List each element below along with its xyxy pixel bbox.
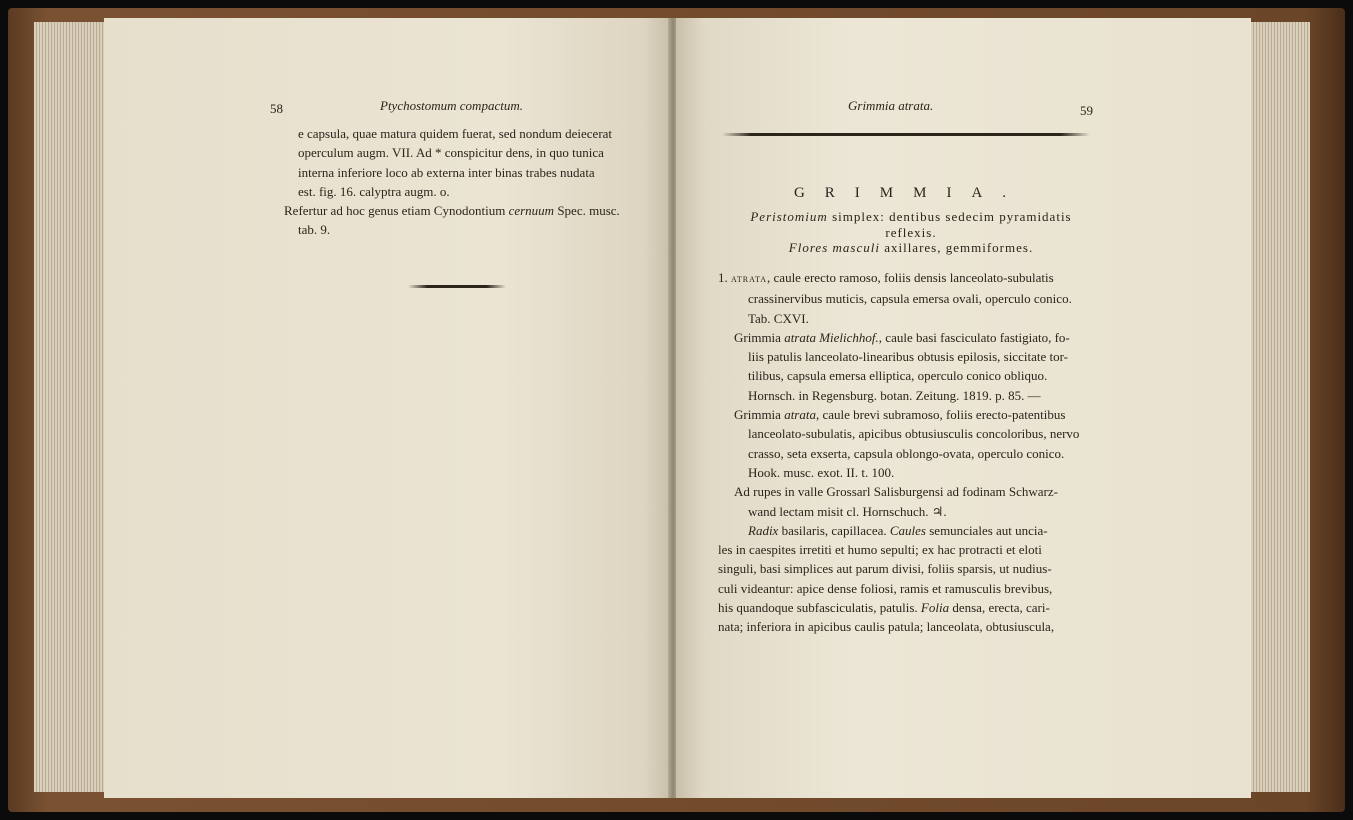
species-entry	[718, 268, 1098, 637]
description-line: singuli, basi simplices aut parum divisi, foliis sparsis, ut nudius-	[718, 561, 1052, 577]
radix-label: Radix	[748, 522, 779, 538]
flores-label: Flores masculi	[788, 240, 880, 255]
genus-title: GRIMMIA.	[793, 185, 1027, 201]
right-page-number: 59	[1080, 103, 1093, 118]
caules-text: semunciales aut uncia-	[925, 522, 1048, 538]
synonym-line: lanceolato-subulatis, apicibus obtusiusculis concoloribus, nervo	[748, 426, 1080, 442]
synonym-line	[718, 405, 1098, 424]
syn2-italic: atrata	[784, 407, 816, 423]
left-running-head: Ptychostomum compactum.	[380, 98, 523, 113]
species-desc: , caule erecto ramoso, foliis densis lanceolato-subulatis	[767, 270, 1054, 285]
synonym-line	[718, 328, 1098, 347]
refertur-italic: cernuum	[508, 203, 555, 218]
left-line: operculum augm. VII. Ad * conspicitur dens, in quo tunica	[298, 145, 604, 161]
refertur-line2: tab. 9.	[298, 222, 331, 238]
synonym-line: Hornsch. in Regensburg. botan. Zeitung. 1819. p. 85. —	[748, 387, 1041, 403]
refertur-line	[284, 201, 664, 220]
left-body-text	[298, 124, 663, 201]
syn1-pre: Grimmia	[734, 329, 785, 345]
synonym-line: crasso, seta exserta, capsula oblongo-ovata, operculo conico.	[748, 445, 1065, 461]
description-line: les in caespites irretiti et humo sepulti; ex hac protracti et eloti	[718, 542, 1042, 558]
caules-label: Caules	[889, 522, 926, 538]
syn1-italic: atrata Mielichhof.	[784, 329, 879, 345]
left-refertur	[284, 201, 664, 240]
desc-last-pre: his quandoque subfasciculatis, patulis.	[718, 600, 921, 616]
right-running-head: Grimmia atrata.	[848, 98, 934, 113]
syn1-post: , caule basi fasciculato fastigiato, fo-	[878, 329, 1070, 345]
synonym-line: Hook. musc. exot. II. t. 100.	[748, 464, 895, 480]
syn2-pre: Grimmia	[734, 407, 785, 423]
peristomium-block	[706, 209, 1116, 241]
locality-line: Ad rupes in valle Grossarl Salisburgensi ad fodinam Schwarz-	[734, 484, 1058, 500]
flores-line	[706, 240, 1116, 256]
locality-line: wand lectam misit cl. Hornschuch. ♃.	[748, 503, 947, 519]
radix-text: basilaris, capillacea.	[778, 522, 890, 538]
folia-label: Folia	[920, 600, 950, 616]
page-edges-left	[34, 22, 106, 792]
left-page-number: 58	[270, 101, 283, 116]
synonym-line: tilibus, capsula emersa elliptica, operculo conico obliquo.	[748, 368, 1048, 384]
peristomium-line2: reflexis.	[885, 225, 937, 240]
left-line: interna inferiore loco ab externa inter binas trabes nudata	[298, 164, 595, 180]
species-line: crassinervibus muticis, capsula emersa ovali, operculo conico.	[748, 291, 1072, 307]
flores-text: axillares, gemmiformes.	[879, 240, 1034, 255]
description-line	[718, 521, 1098, 540]
peristomium-label: Peristomium	[750, 209, 828, 224]
refertur-pre: Refertur ad hoc genus etiam Cynodontium	[284, 203, 509, 218]
description-line: culi videantur: apice dense foliosi, ramis et ramusculis brevibus,	[718, 580, 1053, 596]
page-edges-right	[1248, 22, 1310, 792]
species-line: Tab. CXVI.	[748, 310, 809, 326]
left-line: est. fig. 16. calyptra augm. o.	[298, 183, 450, 199]
synonym-line: liis patulis lanceolato-linearibus obtusis epilosis, siccitate tor-	[748, 349, 1068, 365]
species-number: 1.	[718, 270, 728, 285]
left-line: e capsula, quae matura quidem fuerat, sed nondum deiecerat	[298, 126, 613, 141]
desc-last-post: densa, erecta, cari-	[949, 600, 1050, 616]
description-line	[718, 598, 1098, 617]
refertur-post: Spec. musc.	[554, 203, 620, 218]
description-line: nata; inferiora in apicibus caulis patula; lanceolata, obtusiuscula,	[718, 619, 1055, 635]
syn2-post: , caule brevi subramoso, foliis erecto-patentibus	[815, 407, 1066, 423]
header-rule	[722, 133, 1090, 136]
end-rule	[408, 285, 506, 288]
species-line	[718, 268, 1098, 289]
species-name: atrata	[731, 273, 768, 285]
peristomium-text: simplex: dentibus sedecim pyramidatis	[827, 209, 1072, 224]
